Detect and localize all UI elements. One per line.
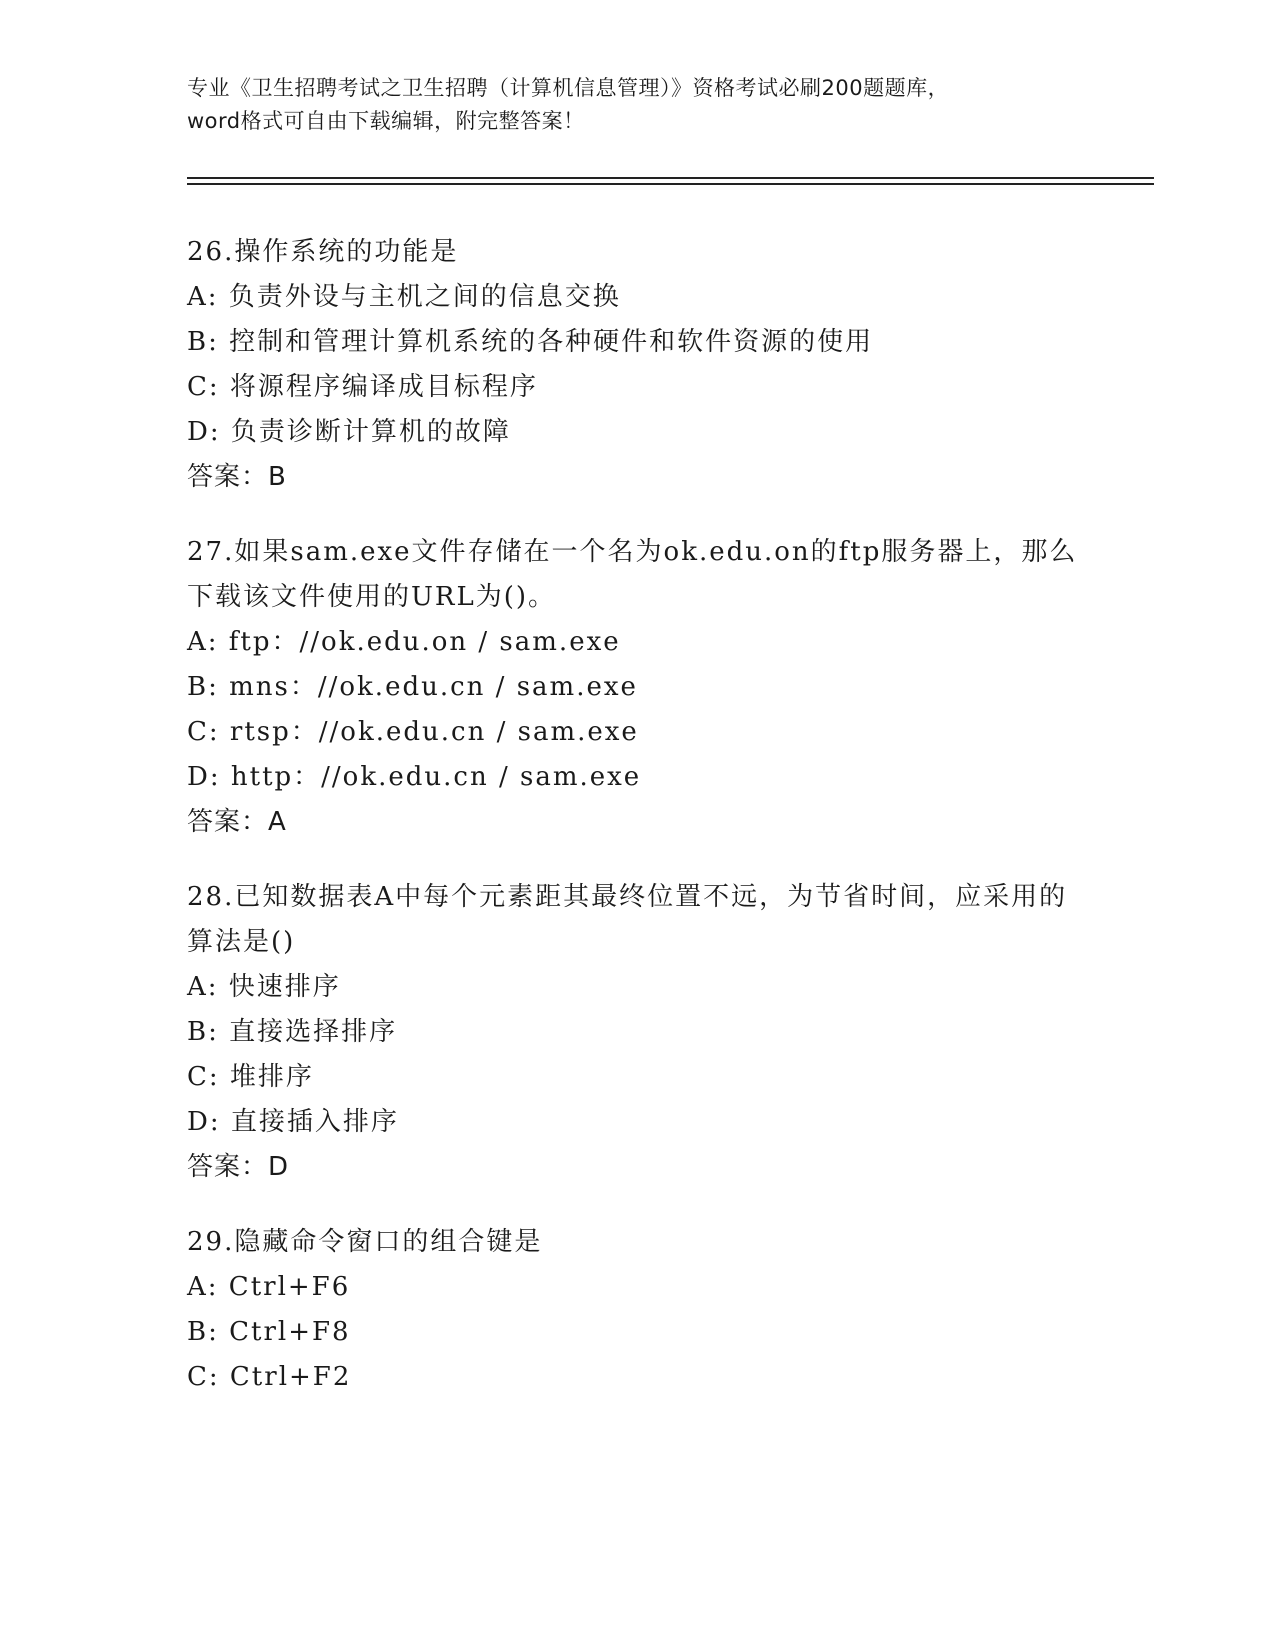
option-b: B: Ctrl+F8 (187, 1317, 351, 1347)
question-stem: 29.隐藏命令窗口的组合键是 (187, 1227, 543, 1257)
option-d: D: 直接插入排序 (187, 1107, 399, 1137)
header-title-line-2: word格式可自由下载编辑，附完整答案！ (187, 109, 585, 133)
answer-label: 答案：B (187, 462, 287, 492)
option-d: D: http：//ok.edu.cn / sam.exe (187, 762, 642, 792)
question-29 (187, 1220, 1087, 1400)
document-header (187, 72, 1107, 138)
option-b: B: mns：//ok.edu.cn / sam.exe (187, 672, 638, 702)
header-divider-bottom (187, 183, 1154, 185)
option-c: C: Ctrl+F2 (187, 1362, 352, 1392)
option-a: A: 快速排序 (187, 972, 341, 1002)
question-stem: 26.操作系统的功能是 (187, 237, 459, 267)
answer-label: 答案：D (187, 1152, 290, 1182)
question-stem: 27.如果sam.exe文件存储在一个名为ok.edu.on的ftp服务器上，那么下载该文件使用的URL为()。 (187, 537, 1078, 612)
option-b: B: 控制和管理计算机系统的各种硬件和软件资源的使用 (187, 327, 874, 357)
option-c: C: 将源程序编译成目标程序 (187, 372, 538, 402)
answer-label: 答案：A (187, 807, 287, 837)
option-c: C: rtsp：//ok.edu.cn / sam.exe (187, 717, 639, 747)
header-title-line-1: 专业《卫生招聘考试之卫生招聘（计算机信息管理）》资格考试必刷200题题库， (187, 76, 950, 100)
question-list (187, 230, 1087, 1430)
option-c: C: 堆排序 (187, 1062, 314, 1092)
header-divider-top (187, 177, 1154, 179)
question-26 (187, 230, 1087, 500)
option-a: A: 负责外设与主机之间的信息交换 (187, 282, 621, 312)
option-d: D: 负责诊断计算机的故障 (187, 417, 511, 447)
question-28 (187, 875, 1087, 1190)
option-b: B: 直接选择排序 (187, 1017, 398, 1047)
option-a: A: ftp：//ok.edu.on / sam.exe (187, 627, 621, 657)
question-27 (187, 530, 1087, 845)
option-a: A: Ctrl+F6 (187, 1272, 351, 1302)
question-stem: 28.已知数据表A中每个元素距其最终位置不远，为节省时间，应采用的算法是() (187, 882, 1068, 957)
